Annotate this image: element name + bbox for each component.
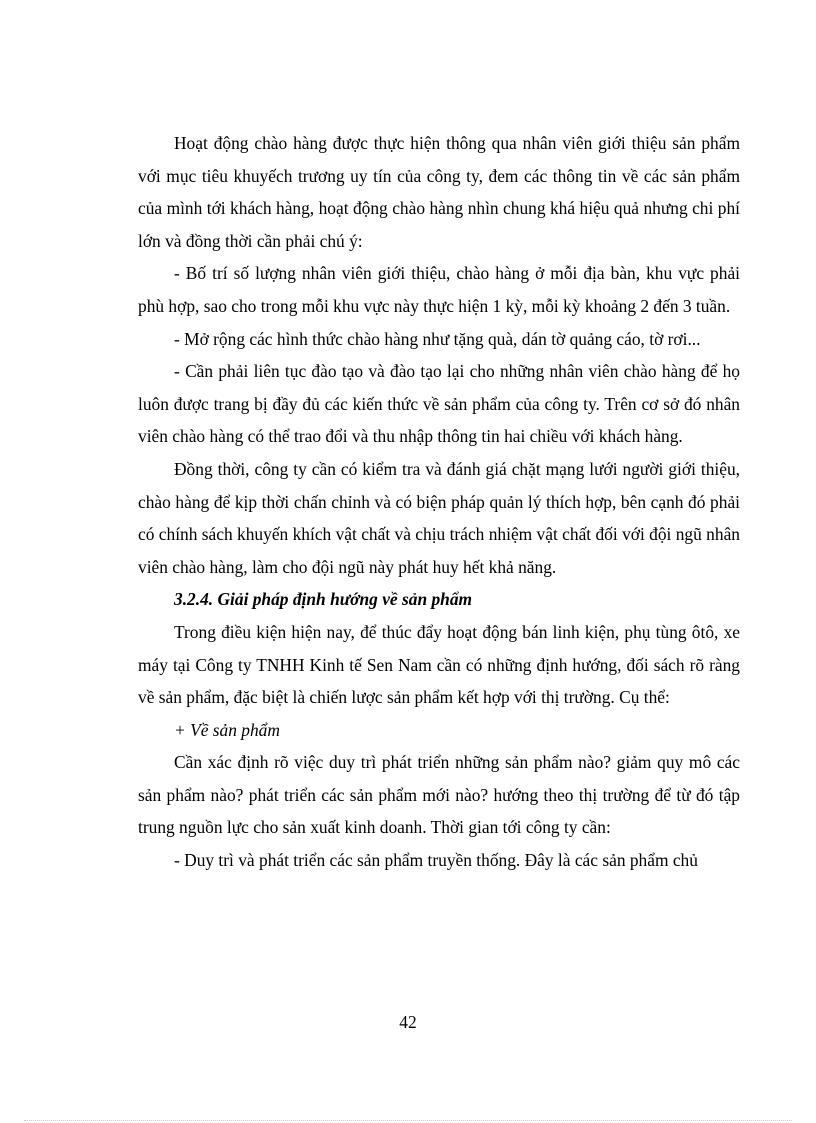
paragraph-section-intro: Trong điều kiện hiện nay, để thúc đẩy hoạt động bán linh kiện, phụ tùng ôtô, xe máy tại Công ty TNHH Kinh tế Sen Nam cần có những định hướng, đối sách rõ ràng về sản phẩm, đặc biệt là chiến lược sản phẩm kết hợp với thị trường. Cụ thể: bbox=[138, 621, 740, 708]
bullet-maintain-products: - Duy trì và phát triển các sản phẩm truyền thống. Đây là các sản phẩm chủ bbox=[174, 850, 698, 871]
document-page bbox=[138, 127, 740, 877]
paragraph-product: Cần xác định rõ việc duy trì phát triển những sản phẩm nào? giảm quy mô các sản phẩm nào? phát triển các sản phẩm mới nào? hướng theo thị trường để từ đó tập trung nguồn lực cho sản xuất kinh doanh. Thời gian tới công ty cần: bbox=[138, 752, 740, 838]
paragraph-inspection: Đồng thời, công ty cần có kiểm tra và đánh giá chặt mạng lưới người giới thiệu, chào hàng để kịp thời chấn chỉnh và có biện pháp quản lý thích hợp, bên cạnh đó phải có chính sách khuyến khích vật chất và chịu trách nhiệm vật chất đối với đội ngũ nhân viên chào hàng, làm cho đội ngũ này phát huy hết khả năng. bbox=[138, 458, 740, 577]
bullet-training: - Cần phải liên tục đào tạo và đào tạo lại cho những nhân viên chào hàng để họ luôn được trang bị đầy đủ các kiến thức về sản phẩm của công ty. Trên cơ sở đó nhân viên chào hàng có thể trao đổi và thu nhập thông tin hai chiều với khách hàng. bbox=[138, 361, 740, 447]
page-number: 42 bbox=[399, 1012, 417, 1032]
subheading-product: + Về sản phẩm bbox=[174, 719, 280, 740]
bullet-staff-allocation: - Bố trí số lượng nhân viên giới thiệu, chào hàng ở mỗi địa bàn, khu vực phải phù hợp, sao cho trong mỗi khu vực này thực hiện 1 kỳ, mỗi kỳ khoảng 2 đến 3 tuần. bbox=[138, 263, 740, 316]
page-bottom-divider bbox=[24, 1120, 792, 1121]
bullet-expand-forms: - Mở rộng các hình thức chào hàng như tặng quà, dán tờ quảng cáo, tờ rơi... bbox=[174, 328, 701, 349]
section-heading: 3.2.4. Giải pháp định hướng về sản phẩm bbox=[174, 589, 473, 610]
paragraph-sales-activity: Hoạt động chào hàng được thực hiện thông qua nhân viên giới thiệu sản phẩm với mục tiêu khuyếch trương uy tín của công ty, đem các thông tin về các sản phẩm của mình tới khách hàng, hoạt động chào hàng nhìn chung khá hiệu quả nhưng chi phí lớn và đồng thời cần phải chú ý: bbox=[138, 133, 740, 251]
